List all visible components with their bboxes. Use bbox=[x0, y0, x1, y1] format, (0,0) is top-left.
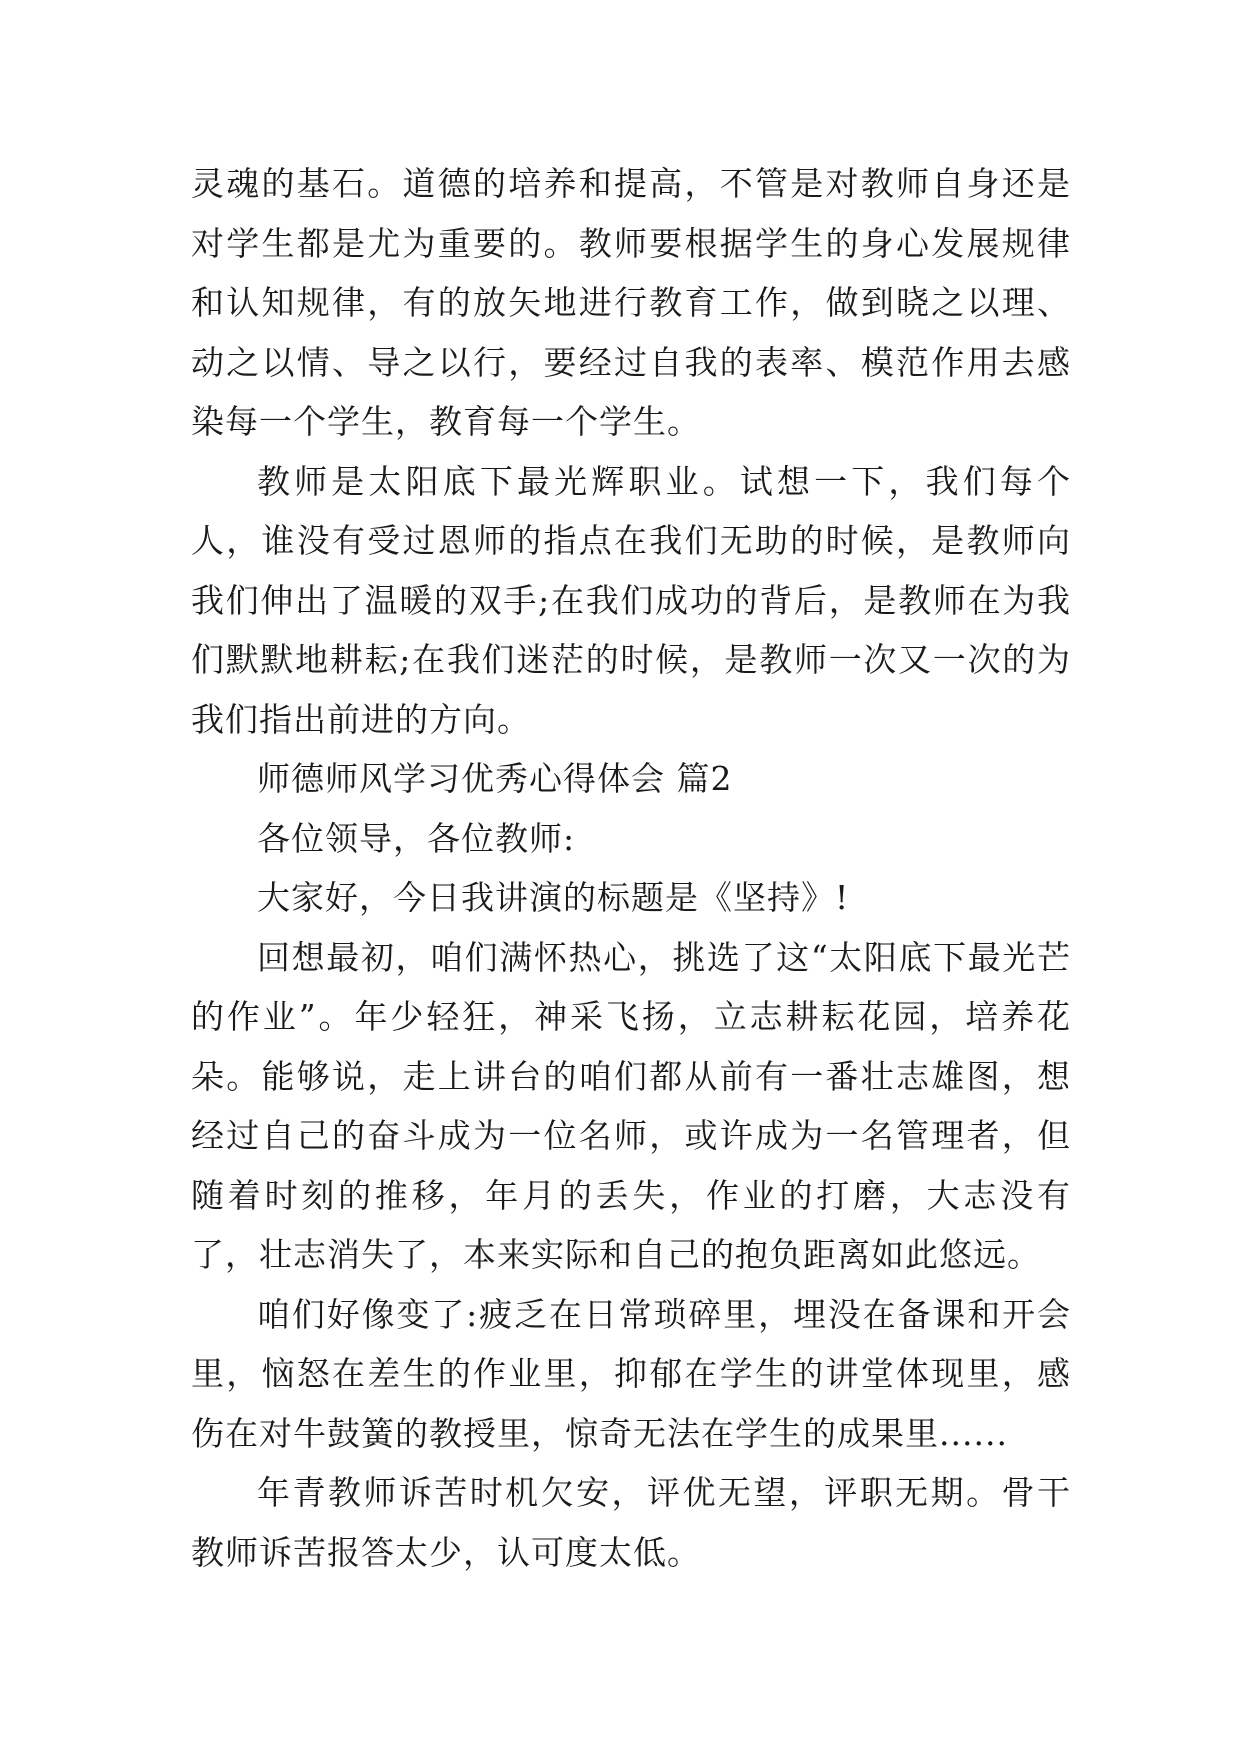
greeting: 大家好，今日我讲演的标题是《坚持》! bbox=[257, 878, 850, 917]
paragraph-3: 回想最初，咱们满怀热心，挑选了这“太阳底下最光芒的作业”。年少轻狂，神采飞扬，立志耕耘花园，培养花朵。能够说，走上讲台的咱们都从前有一番壮志雄图，想经过自己的奋斗成为一位名师，或许成为一名管理者，但随着时刻的推移，年月的丢失，作业的打磨，大志没有了，壮志消失了，本来实际和自己的抱负距离如此悠远。 bbox=[191, 937, 1071, 1274]
paragraph-2: 教师是太阳底下最光辉职业。试想一下，我们每个人，谁没有受过恩师的指点在我们无助的时候，是教师向我们伸出了温暖的双手;在我们成功的背后，是教师在为我们默默地耕耘;在我们迷茫的时候，是教师一次又一次的为我们指出前进的方向。 bbox=[191, 461, 1071, 739]
paragraph-4: 咱们好像变了:疲乏在日常琐碎里，埋没在备课和开会里，恼怒在差生的作业里，抑郁在学生的讲堂体现里，感伤在对牛鼓簧的教授里，惊奇无法在学生的成果里...... bbox=[191, 1294, 1071, 1453]
paragraph-5: 年青教师诉苦时机欠安，评优无望，评职无期。骨干教师诉苦报答太少，认可度太低。 bbox=[191, 1473, 1071, 1572]
section-heading: 师德师风学习优秀心得体会 篇2 bbox=[257, 759, 733, 798]
document-body bbox=[191, 154, 1071, 1582]
salutation: 各位领导，各位教师: bbox=[257, 818, 576, 858]
paragraph-1: 灵魂的基石。道德的培养和提高，不管是对教师自身还是对学生都是尤为重要的。教师要根据学生的身心发展规律和认知规律，有的放矢地进行教育工作，做到晓之以理、动之以情、导之以行，要经过自我的表率、模范作用去感染每一个学生，教育每一个学生。 bbox=[191, 164, 1071, 441]
